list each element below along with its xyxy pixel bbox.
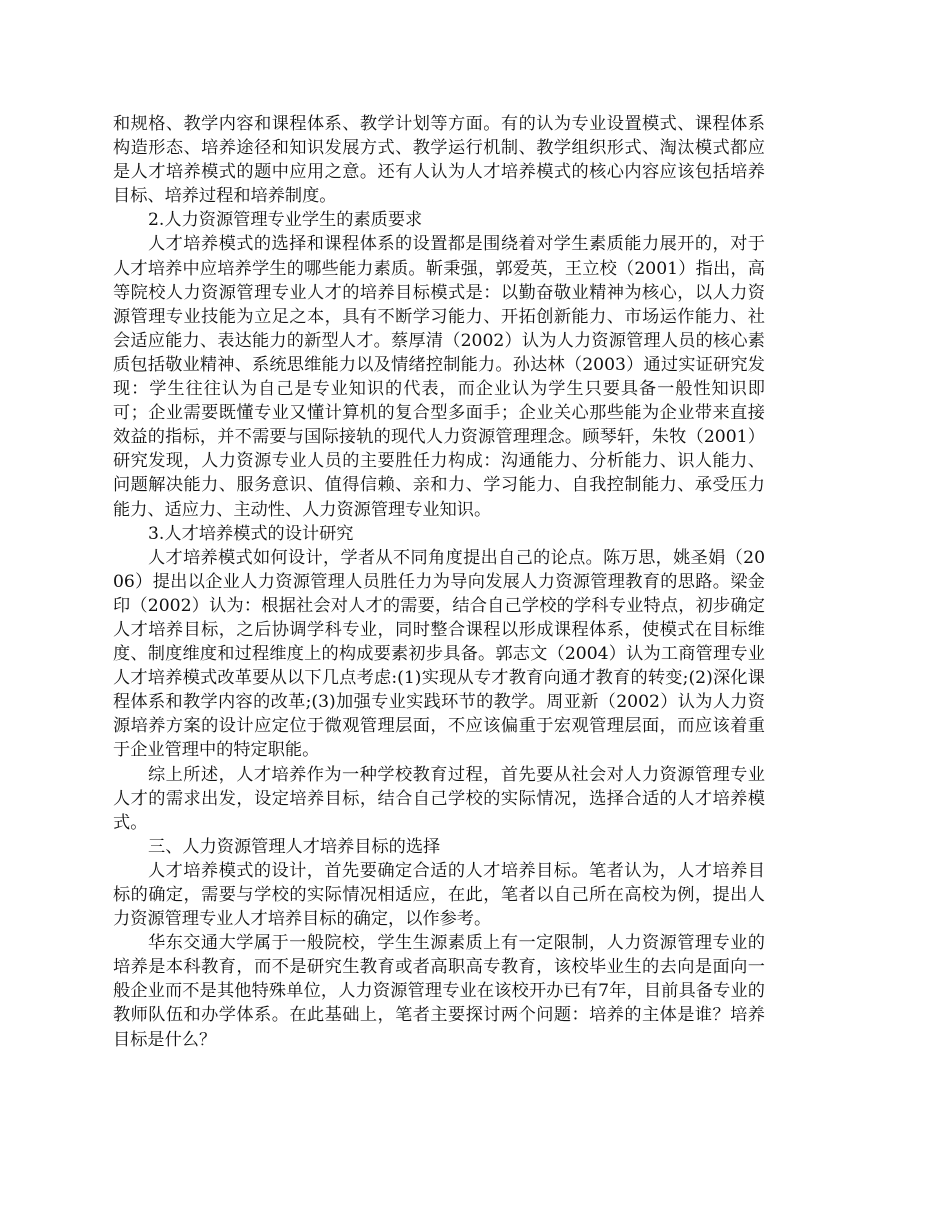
paragraph-continuation: 和规格、教学内容和课程体系、教学计划等方面。有的认为专业设置模式、课程体系构造形态、培养途径和知识发展方式、教学运行机制、教学组织形式、淘汰模式都应是人才培养模式的题中应用之意。还有人认为人才培养模式的核心内容应该包括培养目标、培养过程和培养制度。 [113, 114, 765, 207]
paragraph-summary: 综上所述，人才培养作为一种学校教育过程，首先要从社会对人力资源管理专业人才的需求出发，设定培养目标，结合自己学校的实际情况，选择合适的人才培养模式。 [113, 764, 765, 833]
paragraph-goal-selection: 人才培养模式的设计，首先要确定合适的人才培养目标。笔者认为，人才培养目标的确定，需要与学校的实际情况相适应，在此，笔者以自己所在高校为例，提出人力资源管理专业人才培养目标的确定，以作参考。 [113, 860, 765, 930]
paragraph-design-research: 人才培养模式如何设计，学者从不同角度提出自己的论点。陈万思，姚圣娟（2006）提出以企业人力资源管理人员胜任力为导向发展人力资源管理教育的思路。梁金印（2002）认为：根据社会对人才的需要，结合自己学校的学科专业特点，初步确定人才培养目标，之后协调学科专业，同时整合课程以形成课程体系，使模式在目标维度、制度维度和过程维度上的构成要素初步具备。郭志文（2004）认为工商管理专业人才培养模式改革要从以下几点考虑:(1)实现从专才教育向通才教育的转变;(2)深化课程体系和教学内容的改革;(3)加强专业实践环节的教学。周亚新（2002）认为人力资源培养方案的设计应定位于微观管理层面，不应该偏重于宏观管理层面，而应该着重于企业管理中的特定职能。 [113, 547, 765, 761]
section-heading-goal-selection: 三、人力资源管理人才培养目标的选择 [148, 836, 441, 857]
section-heading-quality-requirements: 2.人力资源管理专业学生的素质要求 [148, 210, 423, 231]
document-page [113, 112, 765, 1052]
paragraph-quality-requirements: 人才培养模式的选择和课程体系的设置都是围绕着对学生素质能力展开的，对于人才培养中应培养学生的哪些能力素质。靳秉强，郭爱英，王立校（2001）指出，高等院校人力资源管理专业人才的培养目标模式是：以勤奋敬业精神为核心，以人力资源管理专业技能为立足之本，具有不断学习能力、开拓创新能力、市场运作能力、社会适应能力、表达能力的新型人才。蔡厚清（2002）认为人力资源管理人员的核心素质包括敬业精神、系统思维能力以及情绪控制能力。孙达林（2003）通过实证研究发现：学生往往认为自己是专业知识的代表，而企业认为学生只要具备一般性知识即可；企业需要既懂专业又懂计算机的复合型多面手；企业关心那些能为企业带来直接效益的指标，并不需要与国际接轨的现代人力资源管理理念。顾琴轩，朱牧（2001）研究发现，人力资源专业人员的主要胜任力构成：沟通能力、分析能力、识人能力、问题解决能力、服务意识、值得信赖、亲和力、学习能力、自我控制能力、承受压力能力、适应力、主动性、人力资源管理专业知识。 [113, 234, 765, 520]
paragraph-university-case: 华东交通大学属于一般院校，学生生源素质上有一定限制，人力资源管理专业的培养是本科教育，而不是研究生教育或者高职高专教育，该校毕业生的去向是面向一般企业而不是其他特殊单位，人力资源管理专业在该校开办已有7年，目前具备专业的教师队伍和办学体系。在此基础上，笔者主要探讨两个问题：培养的主体是谁？培养目标是什么？ [113, 933, 765, 1050]
section-heading-design-research: 3.人才培养模式的设计研究 [148, 523, 354, 544]
